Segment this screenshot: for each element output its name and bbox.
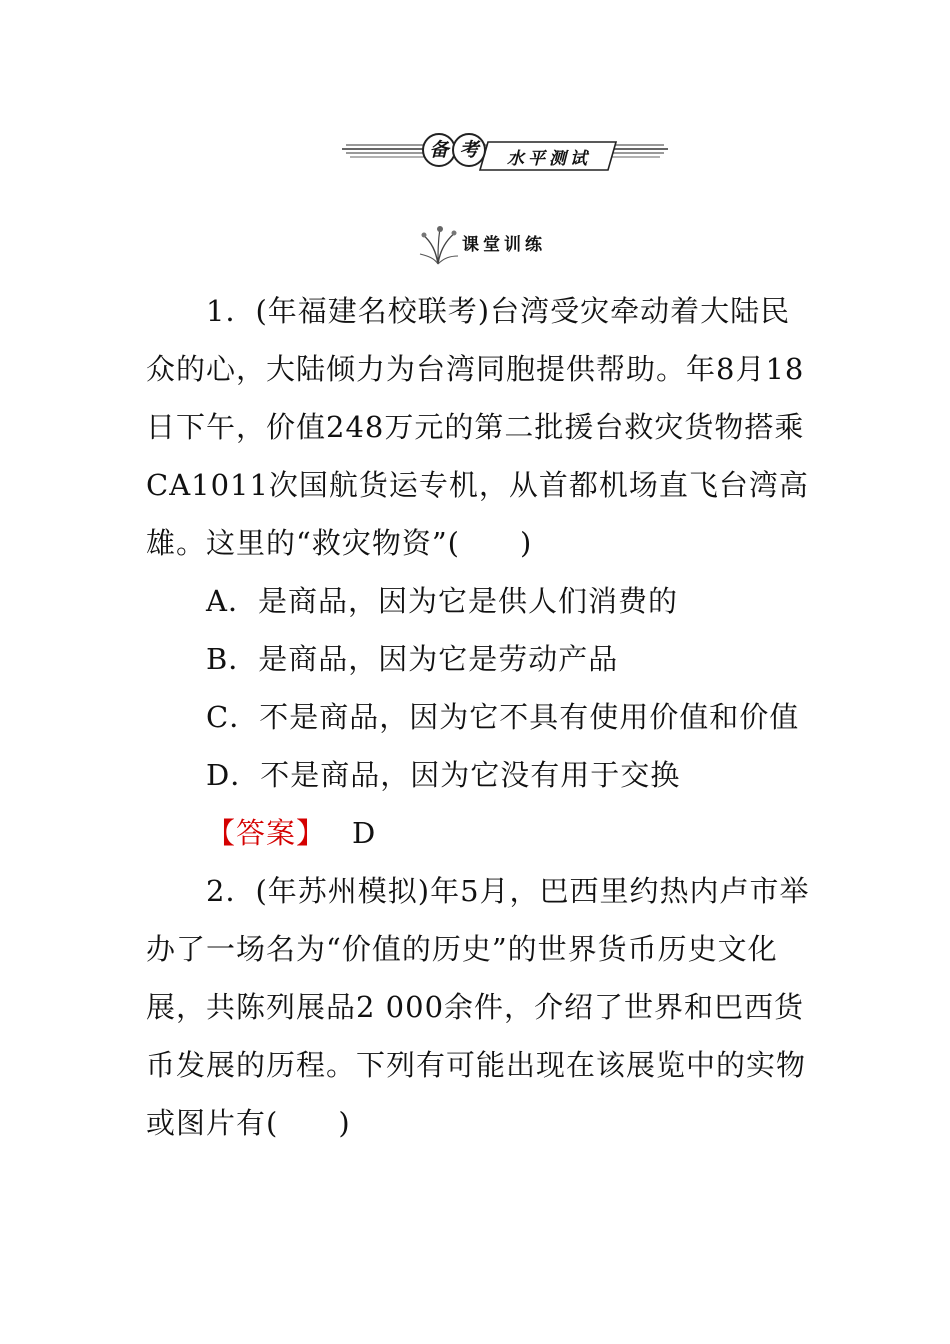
answer-label: 【答案】 (206, 816, 327, 850)
question-1-option-c: C．不是商品，因为它不具有使用价值和价值 (206, 700, 800, 734)
question-1-option-b: B．是商品，因为它是劳动产品 (206, 642, 619, 676)
question-1-option-a: A．是商品，因为它是供人们消费的 (206, 584, 678, 618)
banner-char-2: 考 (452, 133, 486, 167)
question-1-option-d: D．不是商品，因为它没有用于交换 (206, 758, 681, 792)
banner-char-1: 备 (422, 133, 456, 167)
banner-subtitle: 水平测试 (507, 148, 591, 169)
header-banner (340, 128, 670, 178)
question-content (146, 282, 810, 1152)
orchid-icon (418, 222, 460, 266)
section-header (418, 222, 618, 266)
question-1-stem: 1．(年福建名校联考)台湾受灾牵动着大陆民众的心，大陆倾力为台湾同胞提供帮助。年8月18日下午，价值248万元的第二批援台救灾货物搭乘CA1011次国航货运专机，从首都机场直飞台湾高雄。这里的“救灾物资”( ) (146, 294, 809, 560)
section-title: 课堂训练 (462, 235, 546, 255)
question-1-answer (146, 804, 810, 862)
answer-value: D (352, 816, 377, 850)
question-2-stem: 2．(年苏州模拟)年5月，巴西里约热内卢市举办了一场名为“价值的历史”的世界货币历史文化展，共陈列展品2 000余件，介绍了世界和巴西货币发展的历程。下列有可能出现在该展览中的实物或图片有( ) (146, 874, 810, 1140)
